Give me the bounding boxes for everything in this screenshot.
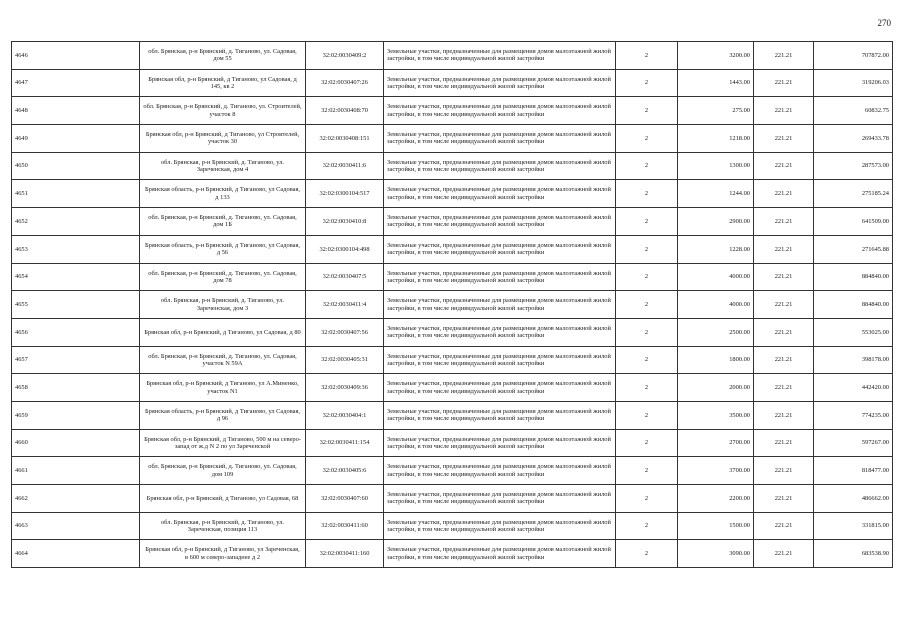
row-number: 4660 bbox=[12, 429, 140, 457]
cadastral-number-cell: 32:02:0030411:154 bbox=[306, 429, 384, 457]
land-category-cell: Земельные участки, предназначенные для размещения домов малоэтажной жилой застройки, в том числе индивидуальной жилой застройки bbox=[384, 485, 616, 513]
cadastral-number-cell: 32:02:0030405:6 bbox=[306, 457, 384, 485]
land-category-cell: Земельные участки, предназначенные для размещения домов малоэтажной жилой застройки, в том числе индивидуальной жилой застройки bbox=[384, 374, 616, 402]
specific-value-cell: 221.21 bbox=[754, 401, 814, 429]
cadastral-value-cell: 818477.00 bbox=[814, 457, 893, 485]
cadastral-value-cell: 683538.90 bbox=[814, 540, 893, 568]
area-cell: 1244.00 bbox=[678, 180, 754, 208]
cadastral-value-cell: 271645.88 bbox=[814, 235, 893, 263]
land-category-cell: Земельные участки, предназначенные для размещения домов малоэтажной жилой застройки, в том числе индивидуальной жилой застройки bbox=[384, 69, 616, 97]
cadastral-value-cell: 707872.00 bbox=[814, 42, 893, 70]
address-cell: Брянская обл, р-н Брянский, д Тиганово, ул Садовая, 68 bbox=[140, 485, 306, 513]
address-cell: обл. Брянская, р-н Брянский, д. Тиганово, ул. Строителей, участок 8 bbox=[140, 97, 306, 125]
cadastral-value-cell: 287573.00 bbox=[814, 152, 893, 180]
area-cell: 275.00 bbox=[678, 97, 754, 125]
table-row bbox=[12, 291, 893, 319]
address-cell: Брянская обл, р-н Брянский, д Тиганово, ул Садовая, д 80 bbox=[140, 318, 306, 346]
address-cell: обл. Брянская, р-н Брянский, д. Тиганово, ул. Зареченская, дом 4 bbox=[140, 152, 306, 180]
land-category-cell: Земельные участки, предназначенные для размещения домов малоэтажной жилой застройки, в том числе индивидуальной жилой застройки bbox=[384, 180, 616, 208]
cadastral-value-cell: 319206.03 bbox=[814, 69, 893, 97]
area-cell: 1443.00 bbox=[678, 69, 754, 97]
specific-value-cell: 221.21 bbox=[754, 540, 814, 568]
specific-value-cell: 221.21 bbox=[754, 69, 814, 97]
land-registry-table bbox=[11, 41, 893, 568]
row-number: 4653 bbox=[12, 235, 140, 263]
table-row bbox=[12, 125, 893, 153]
row-number: 4650 bbox=[12, 152, 140, 180]
cadastral-value-cell: 553025.00 bbox=[814, 318, 893, 346]
row-number: 4659 bbox=[12, 401, 140, 429]
area-cell: 1800.00 bbox=[678, 346, 754, 374]
group-code-cell: 2 bbox=[616, 152, 678, 180]
specific-value-cell: 221.21 bbox=[754, 97, 814, 125]
group-code-cell: 2 bbox=[616, 263, 678, 291]
group-code-cell: 2 bbox=[616, 485, 678, 513]
row-number: 4664 bbox=[12, 540, 140, 568]
row-number: 4646 bbox=[12, 42, 140, 70]
group-code-cell: 2 bbox=[616, 97, 678, 125]
cadastral-number-cell: 32:02:0030405:31 bbox=[306, 346, 384, 374]
land-category-cell: Земельные участки, предназначенные для размещения домов малоэтажной жилой застройки, в том числе индивидуальной жилой застройки bbox=[384, 291, 616, 319]
cadastral-number-cell: 32:02:0030408:70 bbox=[306, 97, 384, 125]
page-number: 270 bbox=[877, 18, 891, 28]
cadastral-value-cell: 486662.00 bbox=[814, 485, 893, 513]
specific-value-cell: 221.21 bbox=[754, 346, 814, 374]
cadastral-number-cell: 32:02:0030407:60 bbox=[306, 485, 384, 513]
specific-value-cell: 221.21 bbox=[754, 512, 814, 540]
group-code-cell: 2 bbox=[616, 512, 678, 540]
cadastral-number-cell: 32:02:0030411:6 bbox=[306, 152, 384, 180]
cadastral-number-cell: 32:02:0300104:498 bbox=[306, 235, 384, 263]
group-code-cell: 2 bbox=[616, 125, 678, 153]
row-number: 4648 bbox=[12, 97, 140, 125]
row-number: 4652 bbox=[12, 208, 140, 236]
address-cell: Брянская обл, р-н Брянский, д Тиганово, ул Зареченская, в 600 м северо-западнее д 2 bbox=[140, 540, 306, 568]
address-cell: Брянская область, р-н Брянский, д Тиганово, ул Садовая, д 133 bbox=[140, 180, 306, 208]
address-cell: Брянская обл, р-н Брянский, д Тиганово, ул Строителей, участок 30 bbox=[140, 125, 306, 153]
row-number: 4651 bbox=[12, 180, 140, 208]
table-row bbox=[12, 540, 893, 568]
row-number: 4658 bbox=[12, 374, 140, 402]
row-number: 4657 bbox=[12, 346, 140, 374]
land-category-cell: Земельные участки, предназначенные для размещения домов малоэтажной жилой застройки, в том числе индивидуальной жилой застройки bbox=[384, 429, 616, 457]
row-number: 4654 bbox=[12, 263, 140, 291]
land-category-cell: Земельные участки, предназначенные для размещения домов малоэтажной жилой застройки, в том числе индивидуальной жилой застройки bbox=[384, 457, 616, 485]
specific-value-cell: 221.21 bbox=[754, 374, 814, 402]
area-cell: 2700.00 bbox=[678, 429, 754, 457]
land-category-cell: Земельные участки, предназначенные для размещения домов малоэтажной жилой застройки, в том числе индивидуальной жилой застройки bbox=[384, 263, 616, 291]
area-cell: 2200.00 bbox=[678, 485, 754, 513]
address-cell: Брянская область, р-н Брянский, д Тиганово, ул Садовая, д 56 bbox=[140, 235, 306, 263]
specific-value-cell: 221.21 bbox=[754, 42, 814, 70]
table-row bbox=[12, 346, 893, 374]
area-cell: 3500.00 bbox=[678, 401, 754, 429]
cadastral-number-cell: 32:02:0030409:2 bbox=[306, 42, 384, 70]
area-cell: 3200.00 bbox=[678, 42, 754, 70]
land-category-cell: Земельные участки, предназначенные для размещения домов малоэтажной жилой застройки, в том числе индивидуальной жилой застройки bbox=[384, 152, 616, 180]
cadastral-number-cell: 32:02:0030410:8 bbox=[306, 208, 384, 236]
table-row bbox=[12, 512, 893, 540]
group-code-cell: 2 bbox=[616, 208, 678, 236]
cadastral-value-cell: 60832.75 bbox=[814, 97, 893, 125]
row-number: 4655 bbox=[12, 291, 140, 319]
address-cell: обл. Брянская, р-н Брянский, д. Тиганово, ул. Садовая, дом 1Б bbox=[140, 208, 306, 236]
table-row bbox=[12, 69, 893, 97]
area-cell: 1228.00 bbox=[678, 235, 754, 263]
cadastral-number-cell: 32:02:0030407:56 bbox=[306, 318, 384, 346]
table-row bbox=[12, 485, 893, 513]
row-number: 4647 bbox=[12, 69, 140, 97]
area-cell: 4000.00 bbox=[678, 263, 754, 291]
land-category-cell: Земельные участки, предназначенные для размещения домов малоэтажной жилой застройки, в том числе индивидуальной жилой застройки bbox=[384, 512, 616, 540]
row-number: 4656 bbox=[12, 318, 140, 346]
cadastral-value-cell: 331815.00 bbox=[814, 512, 893, 540]
land-category-cell: Земельные участки, предназначенные для размещения домов малоэтажной жилой застройки, в том числе индивидуальной жилой застройки bbox=[384, 97, 616, 125]
cadastral-value-cell: 774235.00 bbox=[814, 401, 893, 429]
specific-value-cell: 221.21 bbox=[754, 208, 814, 236]
row-number: 4661 bbox=[12, 457, 140, 485]
address-cell: Брянская обл, р-н Брянский, д Тиганово, ул А.Миненко, участок N1 bbox=[140, 374, 306, 402]
area-cell: 4000.00 bbox=[678, 291, 754, 319]
area-cell: 2900.00 bbox=[678, 208, 754, 236]
land-category-cell: Земельные участки, предназначенные для размещения домов малоэтажной жилой застройки, в том числе индивидуальной жилой застройки bbox=[384, 125, 616, 153]
land-category-cell: Земельные участки, предназначенные для размещения домов малоэтажной жилой застройки, в том числе индивидуальной жилой застройки bbox=[384, 401, 616, 429]
specific-value-cell: 221.21 bbox=[754, 263, 814, 291]
cadastral-value-cell: 641509.00 bbox=[814, 208, 893, 236]
specific-value-cell: 221.21 bbox=[754, 180, 814, 208]
table-row bbox=[12, 97, 893, 125]
cadastral-value-cell: 597267.00 bbox=[814, 429, 893, 457]
area-cell: 3700.00 bbox=[678, 457, 754, 485]
cadastral-number-cell: 32:02:0030404:1 bbox=[306, 401, 384, 429]
specific-value-cell: 221.21 bbox=[754, 125, 814, 153]
table-row bbox=[12, 429, 893, 457]
group-code-cell: 2 bbox=[616, 235, 678, 263]
specific-value-cell: 221.21 bbox=[754, 429, 814, 457]
row-number: 4662 bbox=[12, 485, 140, 513]
address-cell: обл. Брянская, р-н Брянский, д. Тиганово, ул. Садовая, участок N 59А bbox=[140, 346, 306, 374]
group-code-cell: 2 bbox=[616, 457, 678, 485]
group-code-cell: 2 bbox=[616, 69, 678, 97]
table-row bbox=[12, 180, 893, 208]
group-code-cell: 2 bbox=[616, 291, 678, 319]
specific-value-cell: 221.21 bbox=[754, 291, 814, 319]
cadastral-value-cell: 884840.00 bbox=[814, 291, 893, 319]
cadastral-number-cell: 32:02:0030409:36 bbox=[306, 374, 384, 402]
area-cell: 1500.00 bbox=[678, 512, 754, 540]
address-cell: Брянская обл, р-н Брянский, д Тиганово, ул Садовая, д 145, кв 2 bbox=[140, 69, 306, 97]
cadastral-value-cell: 275185.24 bbox=[814, 180, 893, 208]
table-row bbox=[12, 235, 893, 263]
table-row bbox=[12, 208, 893, 236]
group-code-cell: 2 bbox=[616, 540, 678, 568]
cadastral-number-cell: 32:02:0030408:151 bbox=[306, 125, 384, 153]
group-code-cell: 2 bbox=[616, 346, 678, 374]
land-category-cell: Земельные участки, предназначенные для размещения домов малоэтажной жилой застройки, в том числе индивидуальной жилой застройки bbox=[384, 235, 616, 263]
table-body bbox=[12, 42, 893, 568]
address-cell: обл. Брянская, р-н Брянский, д. Тиганово, ул. Зареченская, позиция 113 bbox=[140, 512, 306, 540]
address-cell: обл. Брянская, р-н Брянский, д. Тиганово, ул. Садовая, дом 55 bbox=[140, 42, 306, 70]
table-row bbox=[12, 401, 893, 429]
address-cell: обл. Брянская, р-н Брянский, д. Тиганово, ул. Зареченская, дом 3 bbox=[140, 291, 306, 319]
land-category-cell: Земельные участки, предназначенные для размещения домов малоэтажной жилой застройки, в том числе индивидуальной жилой застройки bbox=[384, 208, 616, 236]
address-cell: обл. Брянская, р-н Брянский, д. Тиганово, ул. Садовая, дом 78 bbox=[140, 263, 306, 291]
cadastral-number-cell: 32:02:0030411:160 bbox=[306, 540, 384, 568]
specific-value-cell: 221.21 bbox=[754, 318, 814, 346]
land-category-cell: Земельные участки, предназначенные для размещения домов малоэтажной жилой застройки, в том числе индивидуальной жилой застройки bbox=[384, 42, 616, 70]
cadastral-value-cell: 398178.00 bbox=[814, 346, 893, 374]
table-row bbox=[12, 263, 893, 291]
table-row bbox=[12, 457, 893, 485]
land-category-cell: Земельные участки, предназначенные для размещения домов малоэтажной жилой застройки, в том числе индивидуальной жилой застройки bbox=[384, 318, 616, 346]
cadastral-value-cell: 269433.78 bbox=[814, 125, 893, 153]
address-cell: обл. Брянская, р-н Брянский, д. Тиганово, ул. Садовая, дом 109 bbox=[140, 457, 306, 485]
address-cell: Брянская обл, р-н Брянский, д Тиганово, 500 м на северо-запад от ж.д N 2 по ул Зареченской bbox=[140, 429, 306, 457]
cadastral-value-cell: 442420.00 bbox=[814, 374, 893, 402]
cadastral-number-cell: 32:02:0030407:26 bbox=[306, 69, 384, 97]
area-cell: 1300.00 bbox=[678, 152, 754, 180]
specific-value-cell: 221.21 bbox=[754, 235, 814, 263]
group-code-cell: 2 bbox=[616, 374, 678, 402]
area-cell: 3090.00 bbox=[678, 540, 754, 568]
land-category-cell: Земельные участки, предназначенные для размещения домов малоэтажной жилой застройки, в том числе индивидуальной жилой застройки bbox=[384, 540, 616, 568]
group-code-cell: 2 bbox=[616, 42, 678, 70]
area-cell: 1218.00 bbox=[678, 125, 754, 153]
cadastral-number-cell: 32:02:0030411:60 bbox=[306, 512, 384, 540]
specific-value-cell: 221.21 bbox=[754, 485, 814, 513]
cadastral-number-cell: 32:02:0030407:5 bbox=[306, 263, 384, 291]
group-code-cell: 2 bbox=[616, 318, 678, 346]
cadastral-number-cell: 32:02:0030411:4 bbox=[306, 291, 384, 319]
specific-value-cell: 221.21 bbox=[754, 152, 814, 180]
cadastral-number-cell: 32:02:0300104:517 bbox=[306, 180, 384, 208]
cadastral-value-cell: 884840.00 bbox=[814, 263, 893, 291]
specific-value-cell: 221.21 bbox=[754, 457, 814, 485]
group-code-cell: 2 bbox=[616, 429, 678, 457]
group-code-cell: 2 bbox=[616, 180, 678, 208]
table-row bbox=[12, 374, 893, 402]
table-row bbox=[12, 318, 893, 346]
area-cell: 2500.00 bbox=[678, 318, 754, 346]
table-row bbox=[12, 152, 893, 180]
group-code-cell: 2 bbox=[616, 401, 678, 429]
area-cell: 2000.00 bbox=[678, 374, 754, 402]
row-number: 4649 bbox=[12, 125, 140, 153]
address-cell: Брянская область, р-н Брянский, д Тиганово, ул Садовая, д 96 bbox=[140, 401, 306, 429]
land-category-cell: Земельные участки, предназначенные для размещения домов малоэтажной жилой застройки, в том числе индивидуальной жилой застройки bbox=[384, 346, 616, 374]
row-number: 4663 bbox=[12, 512, 140, 540]
table-row bbox=[12, 42, 893, 70]
